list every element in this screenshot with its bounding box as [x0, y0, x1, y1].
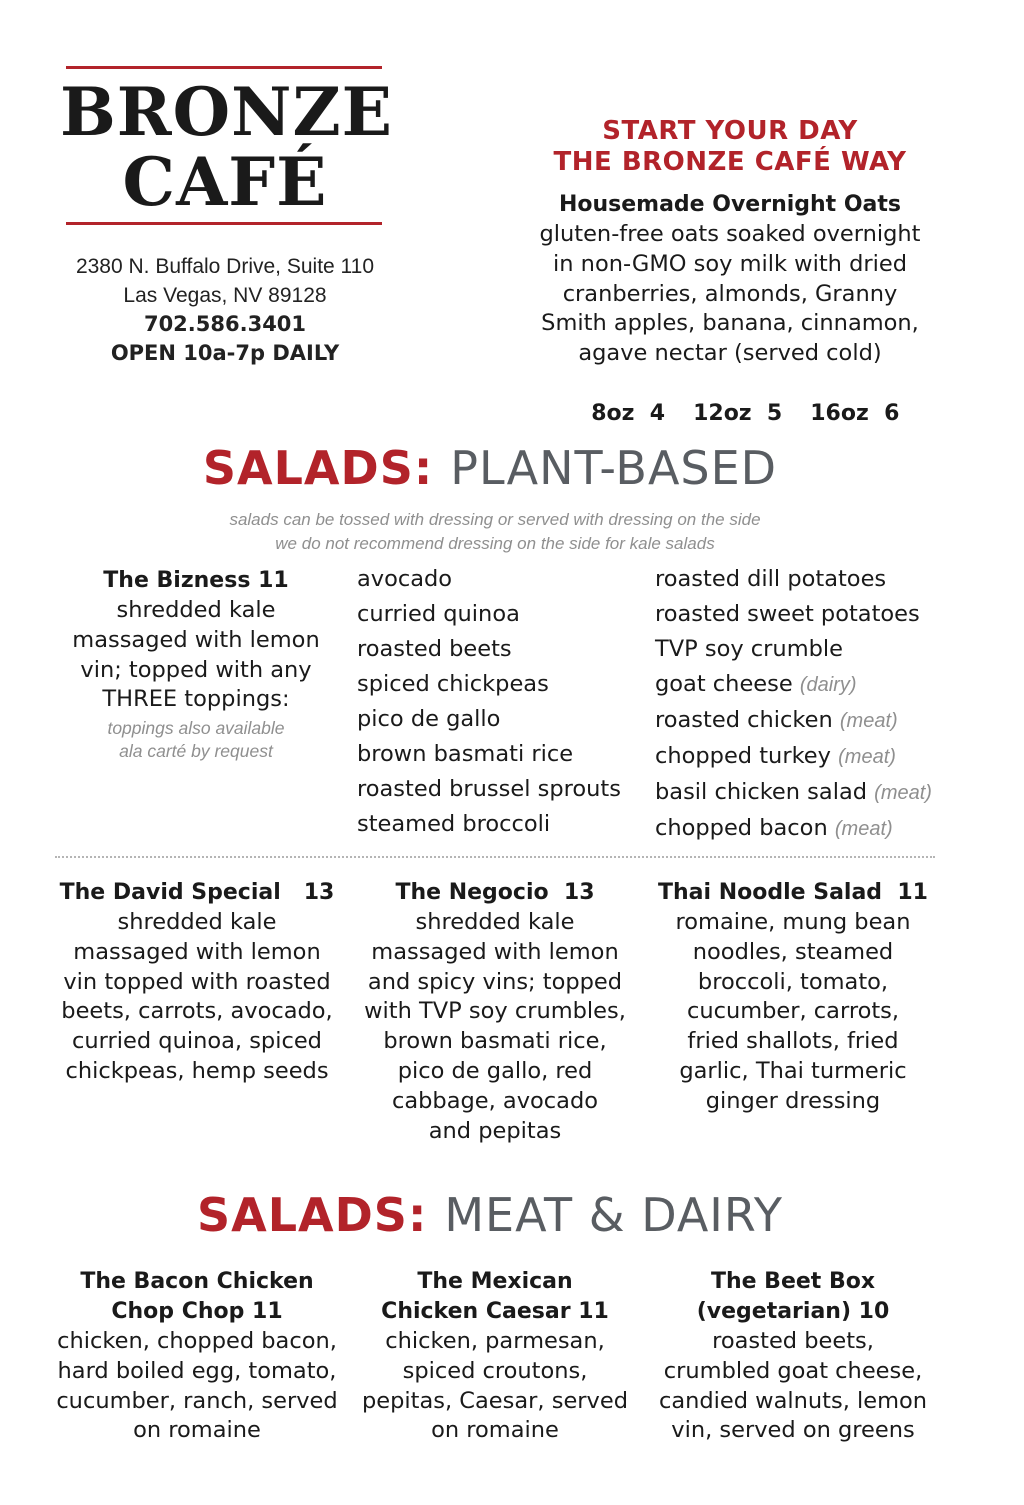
desc-line: curried quinoa, spiced: [72, 1028, 322, 1055]
section-title-plant-based: [0, 440, 980, 496]
topping-item: [655, 667, 975, 703]
desc-line: chicken, chopped bacon,: [57, 1328, 337, 1354]
bizness-note-line: ala carté by request: [119, 741, 273, 762]
desc-line: vin topped with roasted: [63, 968, 331, 995]
bacon-chicken-item: [48, 1267, 346, 1446]
desc-line: vin, served on greens: [671, 1417, 915, 1444]
desc-line: hard boiled egg, tomato,: [57, 1357, 337, 1384]
topping-item: [655, 739, 975, 775]
desc-line: garlic, Thai turmeric: [679, 1057, 907, 1084]
topping-item: [655, 811, 975, 847]
desc-line: candied walnuts, lemon: [658, 1387, 928, 1414]
desc-line: ginger dressing: [705, 1087, 881, 1114]
desc-line: with TVP soy crumbles,: [364, 998, 626, 1025]
desc-line: cucumber, carrots,: [686, 998, 900, 1025]
desc-line: pico de gallo, red: [397, 1057, 593, 1084]
topping-item: roasted beets: [357, 636, 512, 662]
desc-line: romaine, mung bean: [675, 909, 911, 935]
oats-size-12oz: 12oz 5: [693, 400, 783, 426]
topping-name: roasted chicken: [655, 707, 833, 733]
topping-name: TVP soy crumble: [655, 636, 843, 662]
address-block: [40, 252, 410, 368]
oats-title: Housemade Overnight Oats: [558, 192, 902, 217]
oats-size-16oz: 16oz 6: [810, 400, 900, 426]
oats-desc-line: agave nectar (served cold): [578, 340, 882, 367]
address-line-1: 2380 N. Buffalo Drive, Suite 110: [75, 255, 375, 278]
phone-number: 702.586.3401: [143, 312, 307, 336]
mexican-caesar-desc: [352, 1327, 638, 1446]
desc-line: and pepitas: [428, 1117, 562, 1144]
topping-item: avocado: [357, 566, 453, 592]
bizness-desc-line: massaged with lemon: [72, 626, 320, 653]
section-title-meat-a: SALADS:: [196, 1188, 428, 1242]
breakfast-heading-2: THE BRONZE CAFÉ WAY: [553, 147, 907, 177]
desc-line: beets, carrots, avocado,: [61, 998, 333, 1025]
mexican-caesar-title-2: Chicken Caesar 11: [381, 1299, 609, 1324]
bizness-desc-line: shredded kale: [116, 597, 276, 623]
oats-desc-line: in non-GMO soy milk with dried: [553, 250, 907, 277]
desc-line: shredded kale: [415, 909, 575, 935]
topping-tag-dairy: (dairy): [799, 674, 857, 696]
topping-name: goat cheese: [655, 671, 793, 697]
david-special-title: The David Special 13: [59, 880, 335, 905]
breakfast-heading-1: START YOUR DAY: [602, 116, 858, 146]
desc-line: shredded kale: [117, 909, 277, 935]
oats-desc-line: Smith apples, banana, cinnamon,: [541, 310, 919, 337]
david-special-item: [48, 878, 346, 1087]
dressing-note-1: salads can be tossed with dressing or served with dressing on the side: [229, 510, 761, 529]
topping-item: [655, 775, 975, 811]
section-title-plant-a: SALADS:: [202, 441, 434, 495]
opening-hours: OPEN 10a-7p DAILY: [110, 341, 340, 365]
topping-tag-meat: (meat): [874, 782, 932, 804]
desc-line: crumbled goat cheese,: [663, 1357, 923, 1384]
desc-line: noodles, steamed: [692, 938, 894, 965]
topping-tag-meat: (meat): [839, 710, 898, 732]
bizness-desc-line: vin; topped with any: [80, 656, 312, 683]
desc-line: chicken, parmesan,: [385, 1328, 605, 1354]
thai-noodle-title: Thai Noodle Salad 11: [658, 880, 928, 905]
david-special-desc: [48, 908, 346, 1087]
desc-line: pepitas, Caesar, served: [362, 1387, 628, 1414]
beet-box-item: [648, 1267, 938, 1446]
topping-item: pico de gallo: [357, 706, 501, 732]
bizness-desc-line: THREE toppings:: [102, 686, 290, 713]
bizness-note: [50, 717, 342, 763]
topping-name: roasted sweet potatoes: [655, 601, 920, 627]
topping-item: steamed broccoli: [357, 811, 551, 837]
desc-line: spiced croutons,: [402, 1357, 588, 1384]
desc-line: broccoli, tomato,: [697, 968, 889, 995]
thai-noodle-item: [648, 878, 938, 1117]
mexican-caesar-item: [352, 1267, 638, 1446]
bizness-title: The Bizness 11: [103, 568, 289, 593]
desc-line: fried shallots, fried: [687, 1028, 899, 1055]
topping-name: chopped turkey: [655, 743, 831, 769]
breakfast-block: [510, 116, 950, 459]
beet-box-title-1: The Beet Box: [710, 1269, 876, 1294]
oats-desc-line: gluten-free oats soaked overnight: [539, 221, 921, 247]
desc-line: cucumber, ranch, served: [56, 1387, 338, 1414]
oats-size-8oz: 8oz 4: [591, 400, 666, 426]
topping-item: roasted brussel sprouts: [357, 776, 621, 802]
negocio-desc: [352, 908, 638, 1146]
bizness-desc: [50, 596, 342, 715]
beet-box-title-2: (vegetarian) 10: [696, 1299, 890, 1324]
topping-item: spiced chickpeas: [357, 671, 549, 697]
logo-top-rule: [66, 66, 382, 69]
topping-item: brown basmati rice: [357, 741, 574, 767]
dotted-divider: [55, 856, 935, 858]
toppings-list-1: [357, 562, 647, 842]
topping-name: chopped bacon: [655, 815, 828, 841]
thai-noodle-desc: [648, 908, 938, 1117]
negocio-item: [352, 878, 638, 1146]
topping-name: basil chicken salad: [655, 779, 868, 805]
topping-item: [655, 632, 975, 667]
bacon-chicken-title-2: Chop Chop 11: [111, 1299, 283, 1324]
logo-line-2: CAFÉ: [122, 143, 328, 221]
topping-item: [655, 562, 975, 597]
bacon-chicken-title-1: The Bacon Chicken: [80, 1269, 314, 1294]
desc-line: on romaine: [431, 1417, 559, 1444]
bacon-chicken-desc: [48, 1327, 346, 1446]
desc-line: on romaine: [133, 1417, 261, 1444]
topping-tag-meat: (meat): [838, 746, 896, 768]
logo-line-1: BRONZE: [60, 73, 393, 151]
section-title-plant-b: PLANT-BASED: [450, 441, 778, 495]
desc-line: massaged with lemon: [371, 938, 619, 965]
topping-item: [655, 597, 975, 632]
bizness-note-line: toppings also available: [107, 718, 285, 739]
section-title-meat-dairy: [0, 1187, 980, 1243]
desc-line: chickpeas, hemp seeds: [65, 1057, 329, 1084]
section-title-meat-b: MEAT & DAIRY: [444, 1188, 783, 1242]
topping-item: [655, 703, 975, 739]
toppings-list-2: [655, 562, 975, 847]
desc-line: massaged with lemon: [73, 938, 321, 965]
desc-line: and spicy vins; topped: [367, 968, 623, 995]
desc-line: brown basmati rice,: [383, 1028, 607, 1055]
address-line-2: Las Vegas, NV 89128: [123, 284, 327, 307]
logo-bottom-rule: [66, 222, 382, 225]
topping-name: roasted dill potatoes: [655, 566, 887, 592]
desc-line: roasted beets,: [712, 1328, 874, 1354]
oats-description: [510, 220, 950, 369]
topping-item: curried quinoa: [357, 601, 520, 627]
topping-tag-meat: (meat): [834, 818, 893, 840]
oats-desc-line: cranberries, almonds, Granny: [562, 280, 898, 307]
mexican-caesar-title-1: The Mexican: [417, 1269, 573, 1294]
desc-line: cabbage, avocado: [391, 1087, 598, 1114]
bizness-item: [50, 566, 342, 763]
beet-box-desc: [648, 1327, 938, 1446]
dressing-note-2: we do not recommend dressing on the side for kale salads: [275, 534, 715, 553]
negocio-title: The Negocio 13: [395, 880, 595, 905]
